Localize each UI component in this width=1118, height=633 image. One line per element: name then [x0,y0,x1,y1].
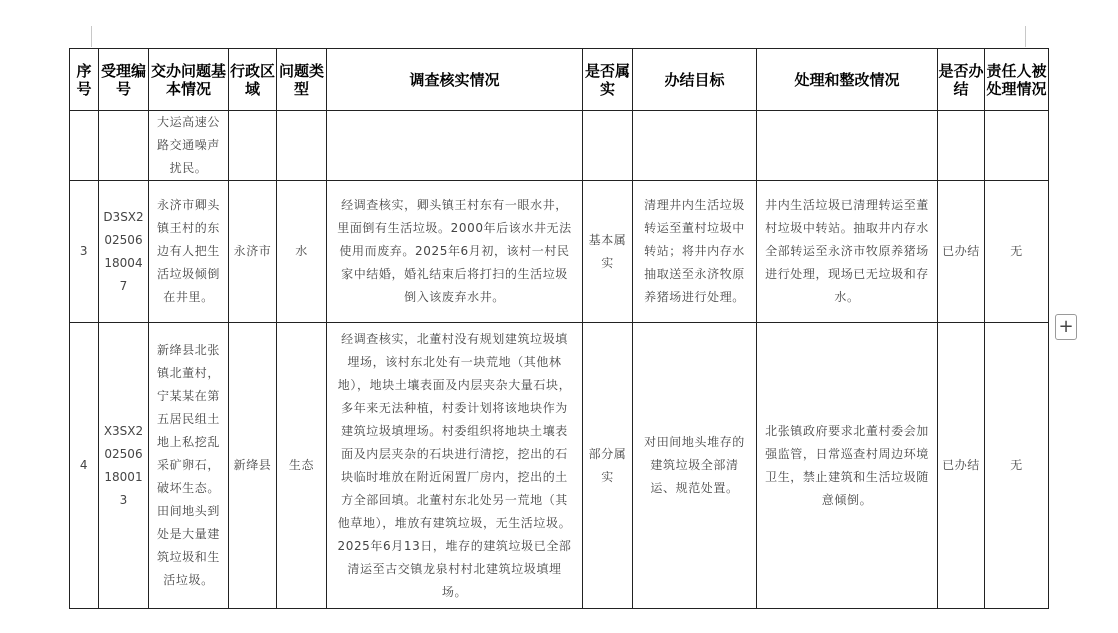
cell-accountability[interactable]: 无 [985,323,1049,609]
cell-handling[interactable]: 北张镇政府要求北董村委会加强监管，日常巡查村周边环境卫生，禁止建筑和生活垃圾随意倾倒。 [757,323,938,609]
cell-seq[interactable]: 3 [70,181,99,323]
cell-investigation[interactable]: 经调查核实，卿头镇王村东有一眼水井，里面倒有生活垃圾。2000年后该水井无法使用而废弃。2025年6月初，该村一村民家中结婚，婚礼结束后将打扫的生活垃圾倒入该废弃水井。 [327,181,583,323]
cell-seq[interactable]: 4 [70,323,99,609]
header-row [70,49,1049,111]
cell-handling[interactable] [757,111,938,181]
cell-goal[interactable] [633,111,757,181]
complaint-table [69,48,1049,609]
cell-type[interactable] [277,111,327,181]
cell-true-or-not[interactable]: 部分属实 [583,323,633,609]
header-region: 行政区域 [229,49,277,111]
cell-done[interactable] [938,111,985,181]
cell-accept-no[interactable]: D3SX202506180047 [99,181,149,323]
cell-type[interactable]: 水 [277,181,327,323]
cell-basic[interactable]: 新绛县北张镇北董村，宁某某在第五居民组土地上私挖乱采矿卵石，破坏生态。田间地头到处是大量建筑垃圾和生活垃圾。 [149,323,229,609]
cell-region[interactable] [229,111,277,181]
plus-icon: + [1058,316,1074,337]
header-handling: 处理和整改情况 [757,49,938,111]
header-basic: 交办问题基本情况 [149,49,229,111]
cell-handling[interactable]: 井内生活垃圾已清理转运至董村垃圾中转站。抽取井内存水全部转运至永济市牧原养猪场进行处理，现场已无垃圾和存水。 [757,181,938,323]
page-margin-guide-right-top [1025,26,1026,47]
cell-done[interactable]: 已办结 [938,181,985,323]
add-row-button[interactable] [1055,314,1077,340]
cell-accountability[interactable] [985,111,1049,181]
cell-seq[interactable] [70,111,99,181]
cell-basic[interactable]: 永济市卿头镇王村的东边有人把生活垃圾倾倒在井里。 [149,181,229,323]
header-goal: 办结目标 [633,49,757,111]
cell-accept-no[interactable]: X3SX202506180013 [99,323,149,609]
cell-region[interactable]: 永济市 [229,181,277,323]
header-seq: 序号 [70,49,99,111]
header-accept-no: 受理编号 [99,49,149,111]
header-done: 是否办结 [938,49,985,111]
cell-done[interactable]: 已办结 [938,323,985,609]
header-type: 问题类型 [277,49,327,111]
page-margin-guide-left-top [91,26,92,47]
cell-accountability[interactable]: 无 [985,181,1049,323]
cell-basic[interactable]: 大运高速公路交通噪声扰民。 [149,111,229,181]
cell-true-or-not[interactable] [583,111,633,181]
table-row [70,323,1049,609]
cell-investigation[interactable]: 经调查核实，北董村没有规划建筑垃圾填埋场，该村东北处有一块荒地（其他林地），地块土壤表面及内层夹杂大量石块，多年来无法种植，村委计划将该地块作为建筑垃圾填埋场。村委组织将地块土壤表面及内层夹杂的石块进行清挖，挖出的石块临时堆放在附近闲置厂房内，挖出的土方全部回填。北董村东北处另一荒地（其他草地），堆放有建筑垃圾，无生活垃圾。2025年6月13日，堆存的建筑垃圾已全部清运至古交镇龙泉村村北建筑垃圾填埋场。 [327,323,583,609]
header-investigation: 调查核实情况 [327,49,583,111]
cell-investigation[interactable] [327,111,583,181]
cell-accept-no[interactable] [99,111,149,181]
header-accountability: 责任人被处理情况 [985,49,1049,111]
cell-region[interactable]: 新绛县 [229,323,277,609]
cell-true-or-not[interactable]: 基本属实 [583,181,633,323]
table-row [70,181,1049,323]
cell-goal[interactable]: 清理井内生活垃圾转运至董村垃圾中转站；将井内存水抽取送至永济牧原养猪场进行处理。 [633,181,757,323]
header-true-or-not: 是否属实 [583,49,633,111]
cell-type[interactable]: 生态 [277,323,327,609]
table-row [70,111,1049,181]
cell-goal[interactable]: 对田间地头堆存的建筑垃圾全部清运、规范处置。 [633,323,757,609]
